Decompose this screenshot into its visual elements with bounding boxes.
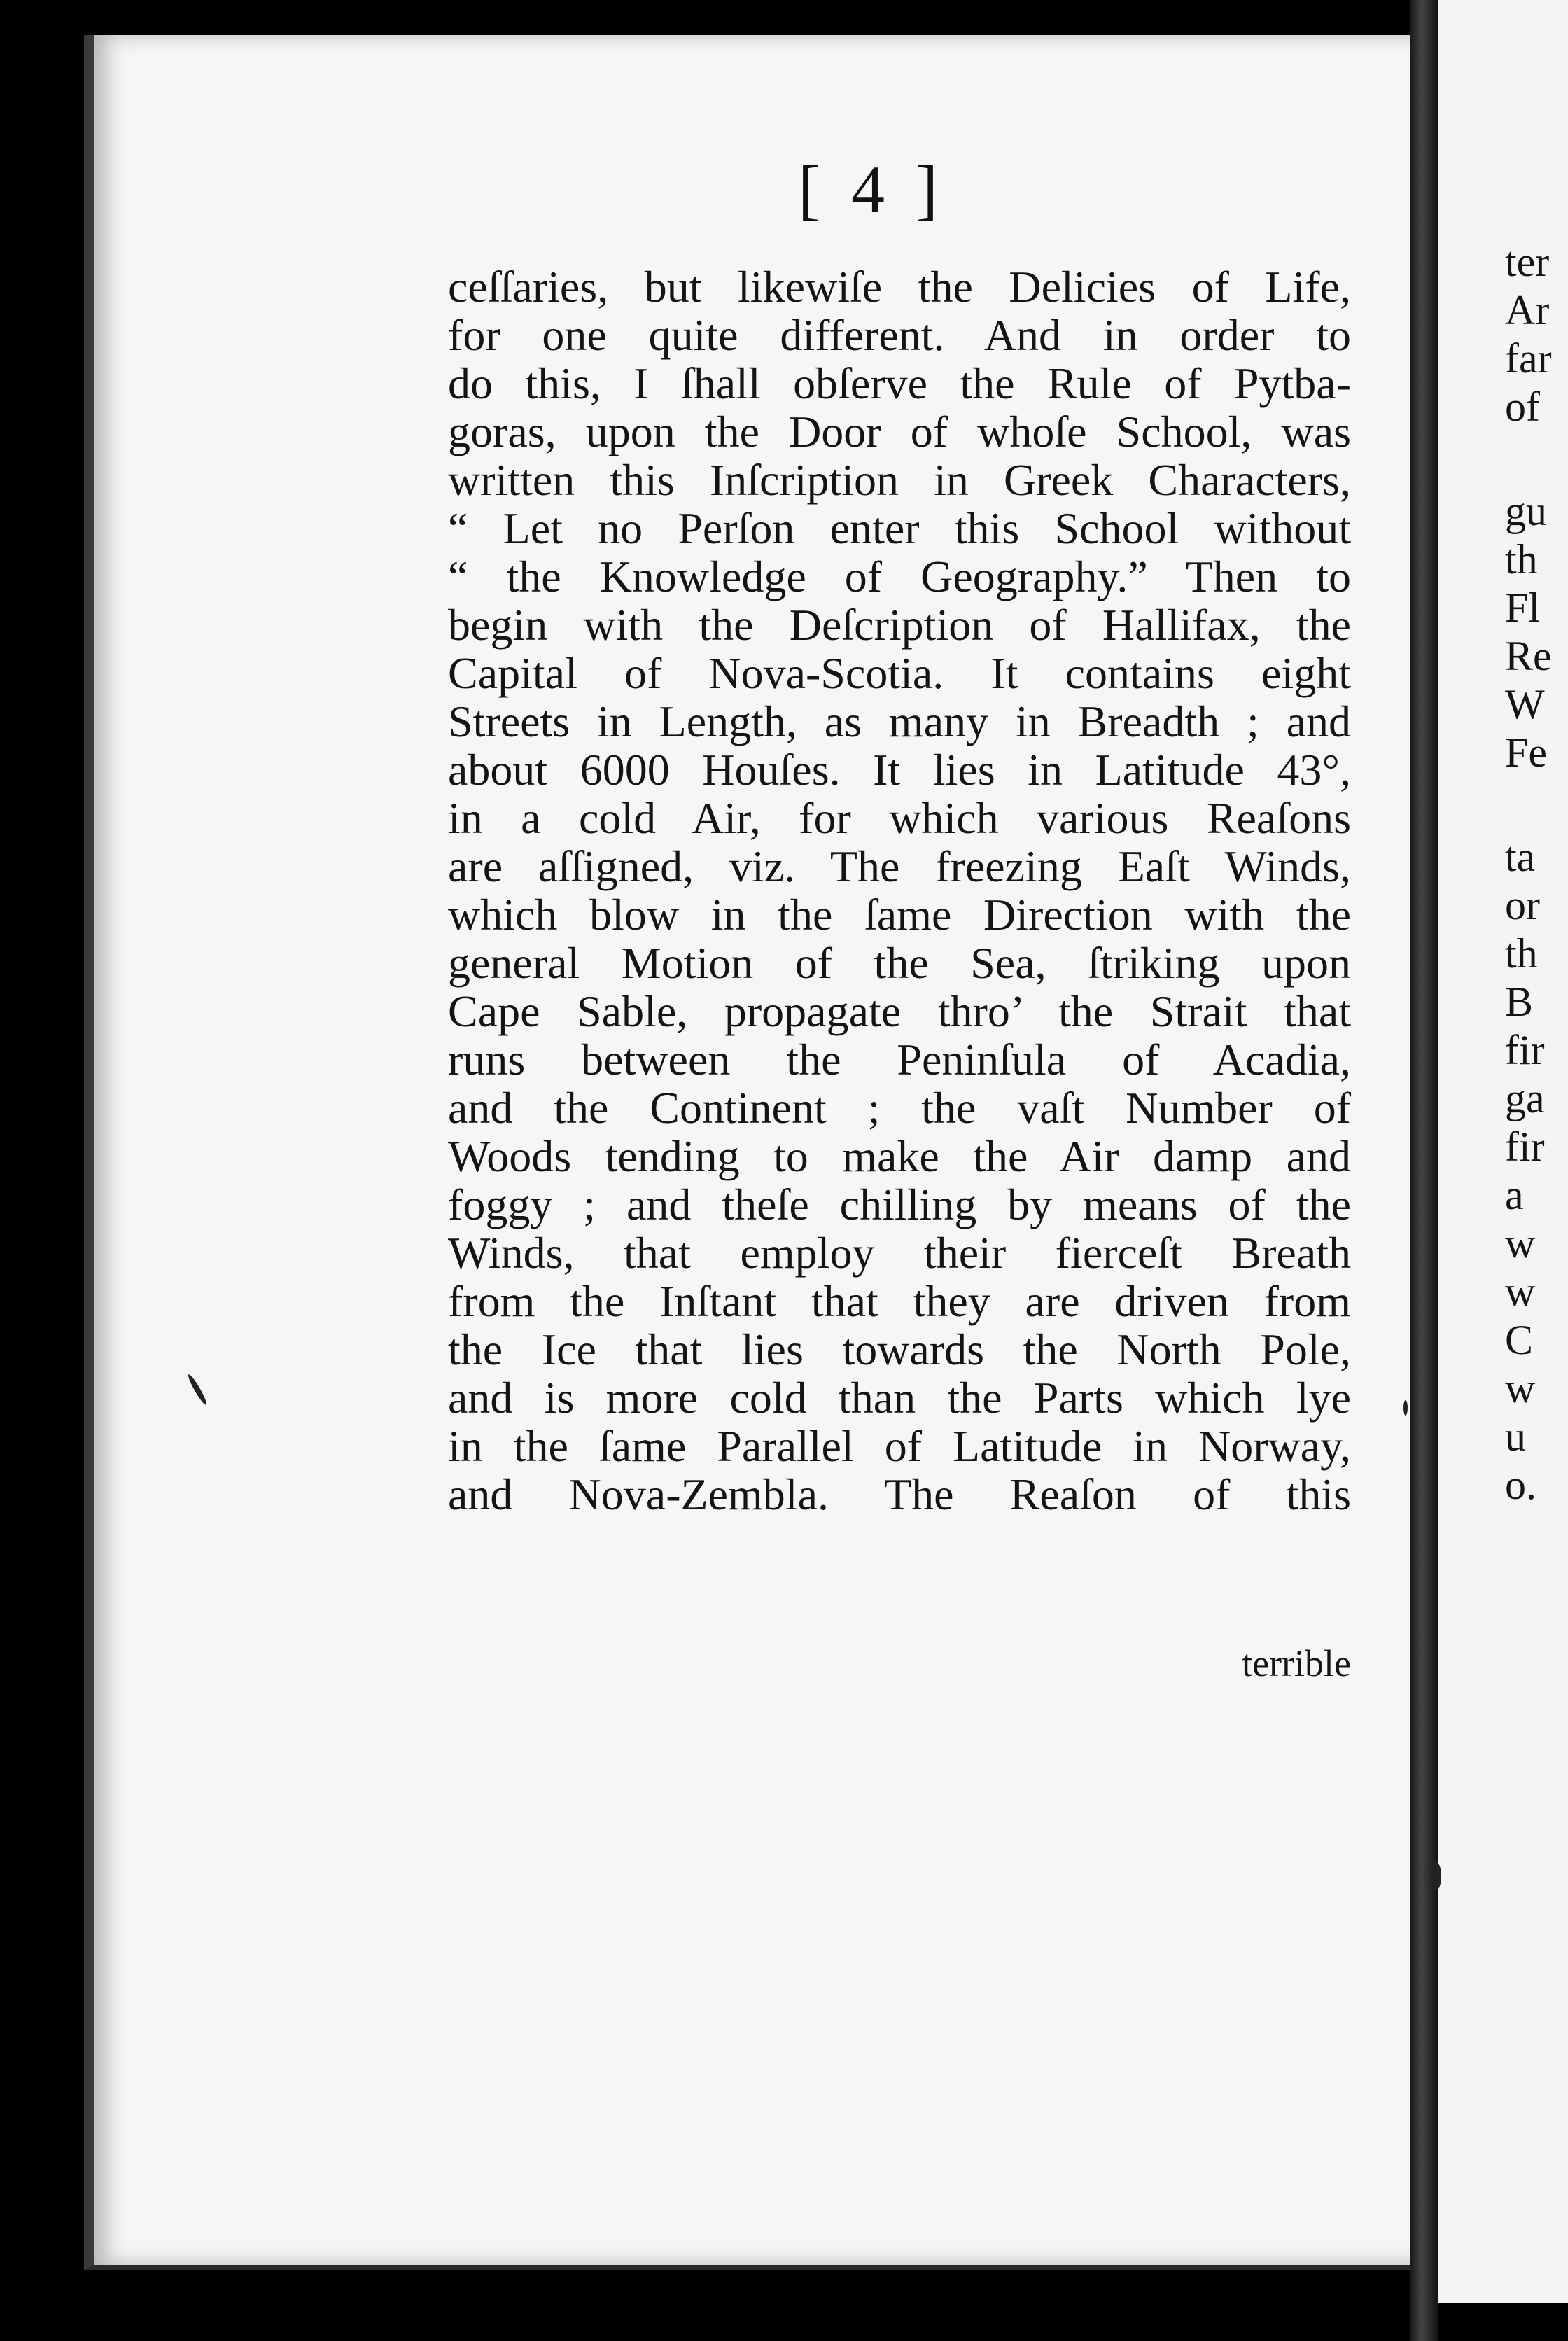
text-line: which blow in the ſame Direction with the xyxy=(448,890,1351,939)
text-line: ceſſaries, but likewiſe the Delicies of Life, xyxy=(448,262,1351,312)
text-line: the Ice that lies towards the North Pole, xyxy=(448,1325,1351,1374)
facing-page-fragment: a xyxy=(1505,1172,1524,1218)
text-line: written this Inſcription in Greek Characters, xyxy=(448,455,1351,505)
text-line: Winds, that employ their fierceſt Breath xyxy=(448,1228,1351,1278)
facing-page-fragment: w xyxy=(1505,1365,1536,1411)
text-line: Streets in Length, as many in Breadth ; and xyxy=(448,697,1351,746)
facing-page-fragment: ter xyxy=(1505,239,1550,285)
facing-page-fragment: Fe xyxy=(1505,729,1547,776)
catchword: terrible xyxy=(1242,1642,1351,1684)
text-line: Capital of Nova-Scotia. It contains eight xyxy=(448,648,1351,698)
text-line: foggy ; and theſe chilling by means of the xyxy=(448,1180,1351,1229)
text-line: “ Let no Perſon enter this School without xyxy=(448,503,1351,553)
body-text xyxy=(448,263,1351,1518)
facing-page-fragment: W xyxy=(1505,681,1545,727)
facing-page-fragment: w xyxy=(1505,1269,1536,1315)
text-line: goras, upon the Door of whoſe School, was xyxy=(448,407,1351,456)
text-line: do this, I ſhall obſerve the Rule of Pytba- xyxy=(448,358,1351,408)
facing-page-fragment: ta xyxy=(1505,834,1536,880)
facing-page-fragment: fir xyxy=(1505,1027,1545,1073)
book-gutter xyxy=(1410,0,1438,2341)
text-line: from the Inſtant that they are driven from xyxy=(448,1276,1351,1326)
margin-speck xyxy=(1432,1862,1441,1890)
text-line: Woods tending to make the Air damp and xyxy=(448,1131,1351,1181)
text-line: and Nova-Zembla. The Reaſon of this xyxy=(448,1469,1351,1519)
page-number: [ 4 ] xyxy=(798,152,945,227)
facing-page-fragment: C xyxy=(1505,1317,1534,1363)
facing-page-fragment: fir xyxy=(1505,1124,1545,1170)
facing-page-fragment: th xyxy=(1505,930,1538,977)
text-line: and is more cold than the Parts which lye xyxy=(448,1373,1351,1423)
text-line: and the Continent ; the vaſt Number of xyxy=(448,1083,1351,1133)
facing-page-fragment: th xyxy=(1505,536,1538,582)
facing-page-fragment: gu xyxy=(1505,488,1547,534)
text-line: general Motion of the Sea, ſtriking upon xyxy=(448,938,1351,988)
facing-page-fragment: far xyxy=(1505,335,1552,382)
facing-page-fragment xyxy=(1505,777,1568,833)
facing-page-fragment: Re xyxy=(1505,633,1552,679)
facing-page-fragment: w xyxy=(1505,1220,1536,1266)
text-line: in the ſame Parallel of Latitude in Norway, xyxy=(448,1421,1351,1471)
text-line: begin with the Deſcription of Hallifax, the xyxy=(448,600,1351,650)
facing-page-fragment: Fl xyxy=(1505,585,1541,631)
facing-page-fragment: u xyxy=(1505,1413,1526,1460)
margin-speck xyxy=(1404,1400,1408,1416)
facing-page-fragment: B xyxy=(1505,979,1534,1025)
facing-page-fragment: o. xyxy=(1505,1462,1536,1508)
text-line: for one quite different. And in order to xyxy=(448,310,1351,360)
facing-page-fragment: Ar xyxy=(1505,287,1550,333)
text-line: runs between the Peninſula of Acadia, xyxy=(448,1035,1351,1084)
facing-page-fragment xyxy=(1505,431,1568,487)
text-line: about 6000 Houſes. It lies in Latitude 43°, xyxy=(448,745,1351,795)
text-line: Cape Sable, propagate thro’ the Strait that xyxy=(448,986,1351,1036)
text-line: are aſſigned, viz. The freezing Eaſt Winds, xyxy=(448,841,1351,891)
facing-page-fragment: of xyxy=(1505,384,1540,430)
facing-page-fragment: or xyxy=(1505,882,1540,928)
text-line: in a cold Air, for which various Reaſons xyxy=(448,793,1351,843)
text-line: “ the Knowledge of Geography.” Then to xyxy=(448,552,1351,601)
facing-page-fragment: ga xyxy=(1505,1075,1545,1121)
facing-page-fragments xyxy=(1505,238,1568,1509)
